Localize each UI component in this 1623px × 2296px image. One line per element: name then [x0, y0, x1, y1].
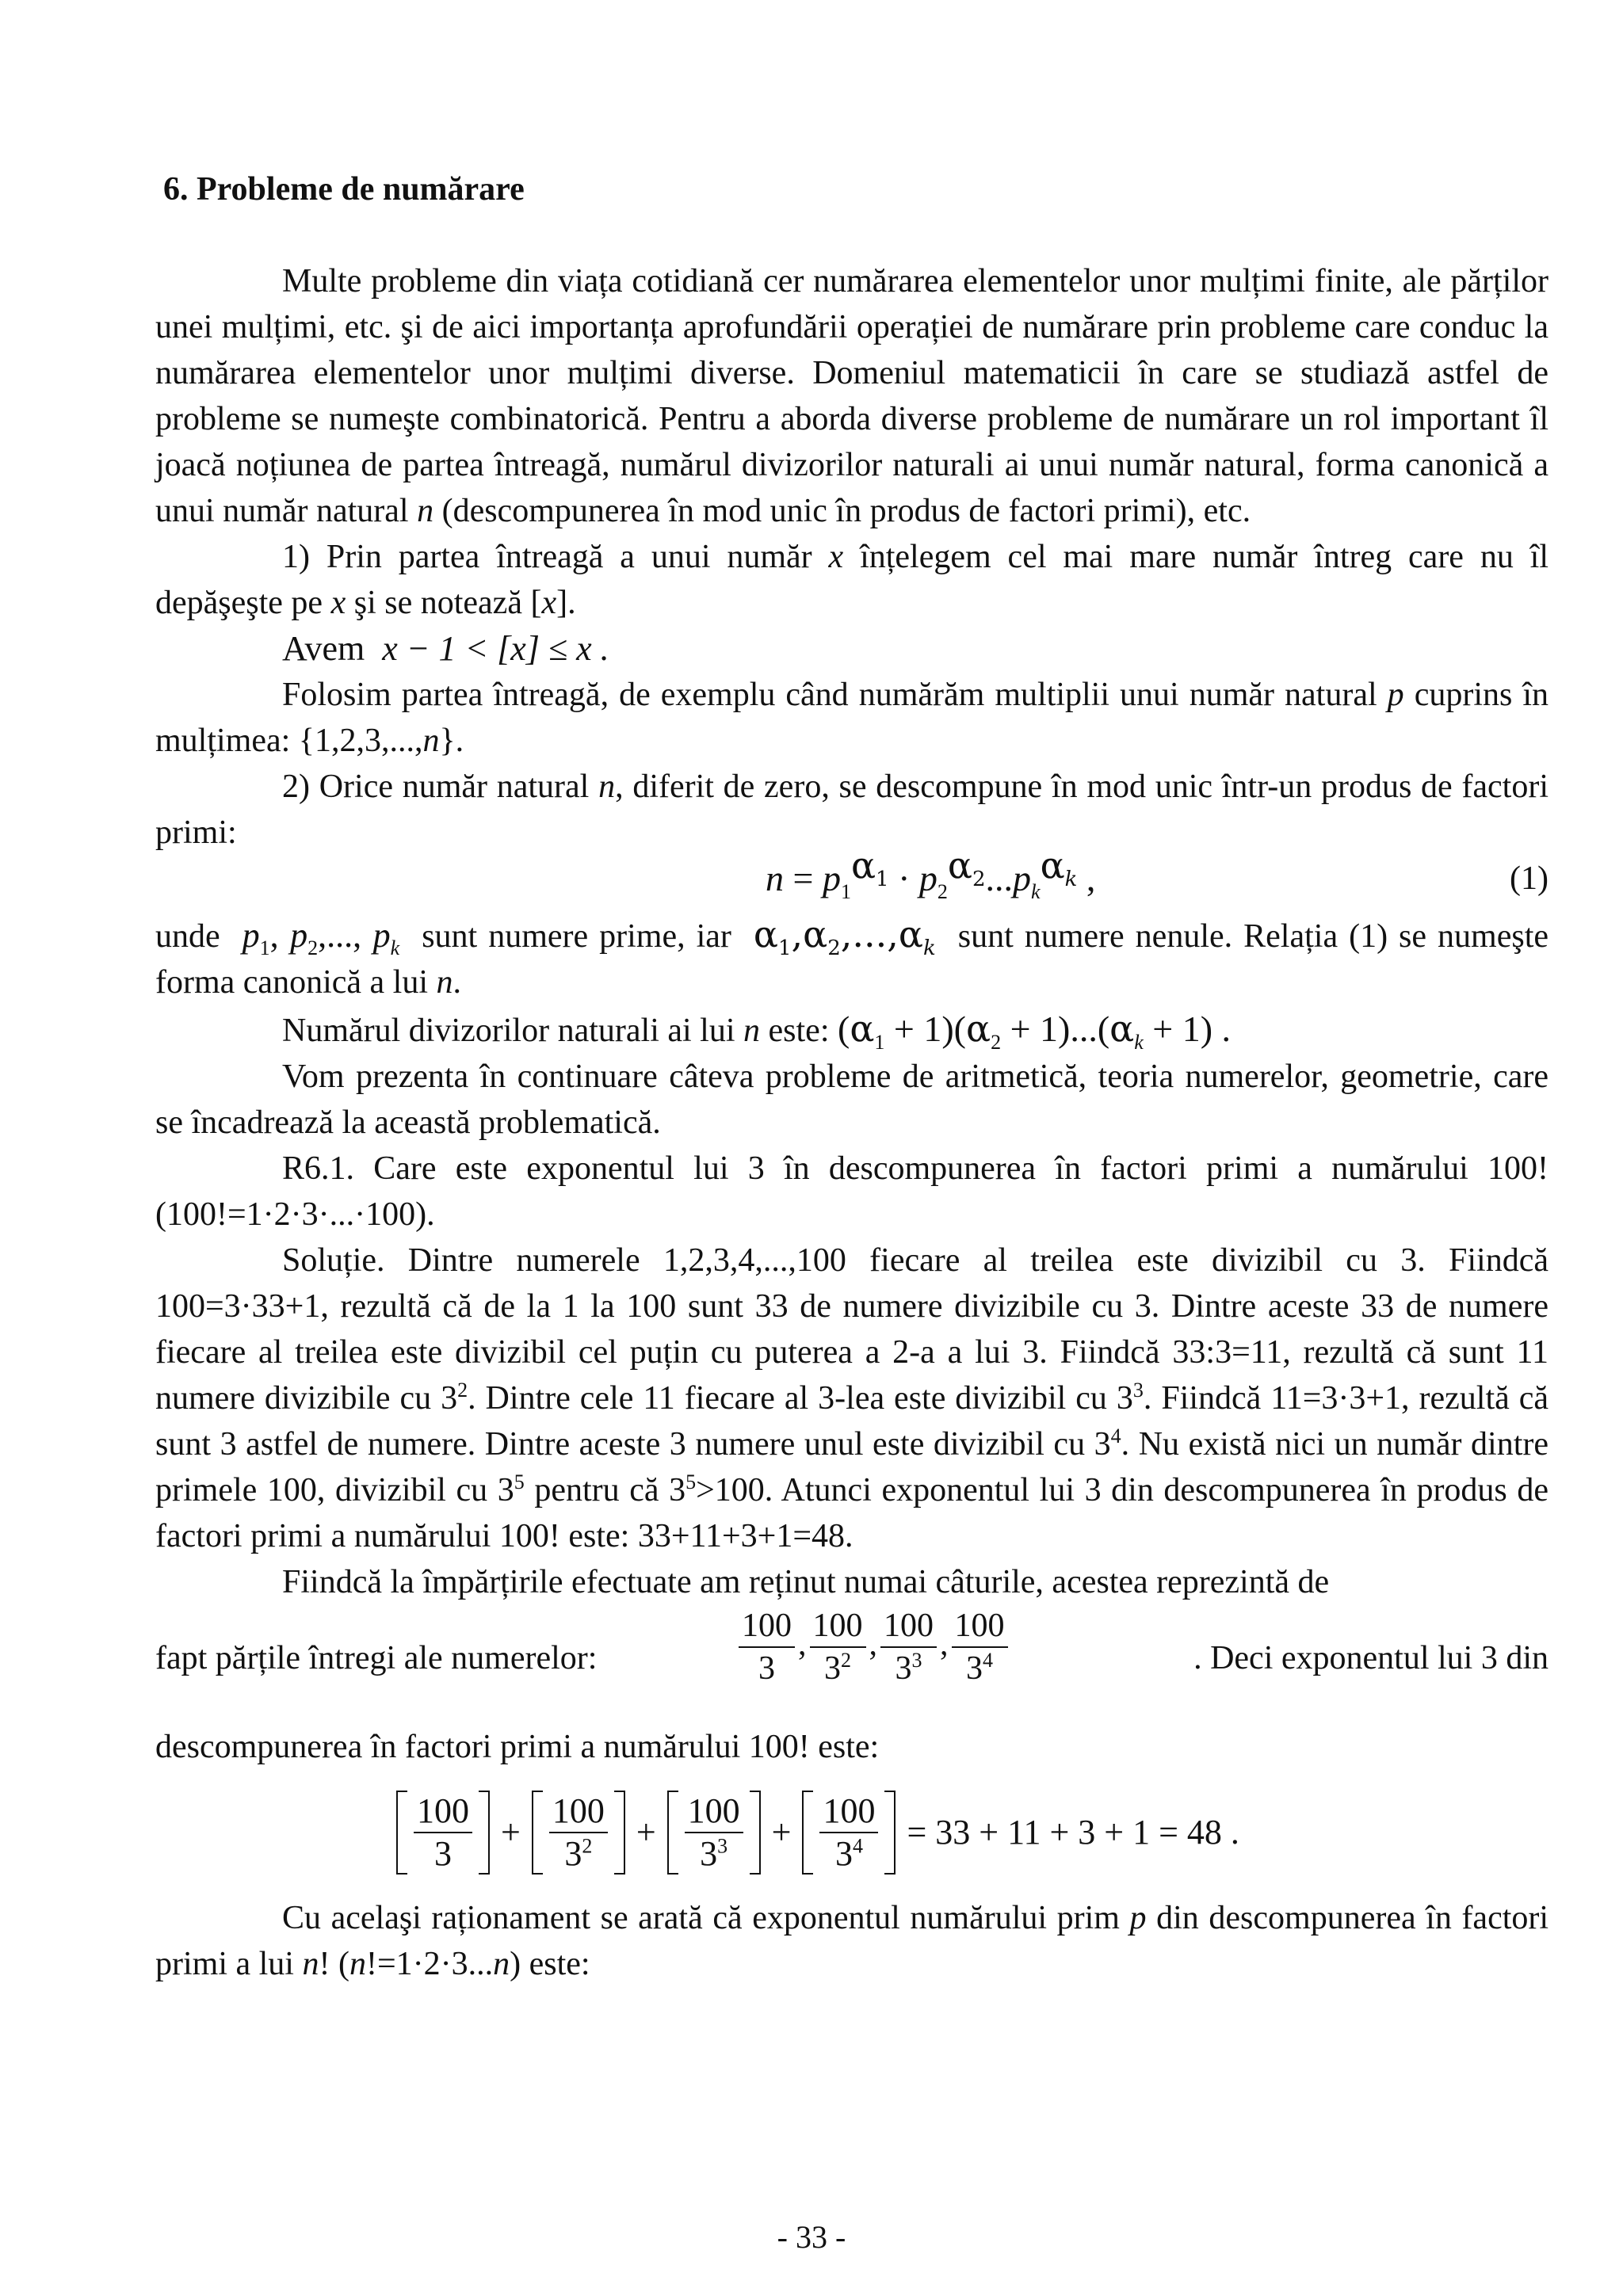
bracket-term: $\frac{100}{3^2}$ [532, 1791, 625, 1875]
text-span: ) este: [510, 1946, 590, 1982]
exponents-list: $\alpha_1,\alpha_2,...,\alpha_k$ [753, 913, 936, 961]
base: 3 [824, 1650, 841, 1687]
text-span: Soluție. Dintre numerele 1,2,3,4,...,100 fiecare al treilea este divizibil cu 3. Fiindcă 100=3·33+1, rezultă că de la 1 la 100 sunt 33 de numere divizibile cu 3. Dintre aceste 33 de numere fiecare al treilea este divizibil cel puțin cu puterea a 2-a a lui 3. Fiindcă 33:3=11, rezultă că sunt 11 numere divizibile cu 3 [155, 1242, 1549, 1417]
base: 3 [966, 1650, 983, 1687]
numerator: 100 [819, 1791, 878, 1833]
fractions-line [155, 1605, 1549, 1724]
bracket-term: $\frac{100}{3^3}$ [667, 1791, 761, 1875]
fraction [739, 1605, 795, 1689]
page-number: - 33 - [777, 2219, 846, 2255]
text-span: Cu acelaşi raționament se arată că exponentul numărului prim [282, 1900, 1120, 1936]
intro-text: Multe probleme din viața cotidiană cer numărarea elementelor unor mulțimi finite, ale părților unei mulțimi, etc. şi de aici importanța aprofundării operației de numărare prin probleme care conduc la numărarea elementelor unor mulțimi diverse. Domeniul matematicii în care se studiază astfel de probleme se numeşte combinatorică. Pentru a aborda diverse probleme de numărare un rol important îl joacă noțiunea de partea întreagă, numărul divizorilor naturali ai unui număr natural, forma canonică a unui număr natural [155, 263, 1549, 529]
text-span: ! ( [319, 1946, 349, 1982]
numerator: 100 [414, 1791, 472, 1833]
text-span: şi se notează [ [353, 585, 542, 621]
text-span: !=1·2·3... [365, 1946, 494, 1982]
base: 3 [700, 1834, 718, 1873]
denominator: $3^3$ [895, 1649, 922, 1687]
text-span: . Fiindcă 11=3·3+1, rezultă că sunt 3 astfel de numere. Dintre aceste 3 numere unul este divizibil cu 3 [155, 1380, 1549, 1463]
numerator: 100 [810, 1605, 866, 1648]
numerator: 100 [739, 1605, 795, 1648]
floor-sum-formula: $\frac{100}{3}$ + $\frac{100}{3^2}$ + $\frac{100}{3^3}$ + $\frac{100}{3^4}$ = 33 + 11 + 3 + 1 = 48 . [393, 1773, 1239, 1892]
problem-r61: R6.1. Care este exponentul lui 3 în descompunerea în factori primi a numărului 100! (100!=1·2·3·...·100). [155, 1150, 1549, 1233]
sum-result: = 33 + 11 + 3 + 1 = 48 . [907, 1813, 1239, 1852]
var-n: n [743, 1013, 761, 1049]
denominator: $3^4$ [966, 1649, 993, 1687]
text-span: este: [768, 1013, 830, 1049]
text-span: }. [439, 723, 464, 759]
var-x: x [541, 585, 557, 621]
base: 3 [895, 1650, 912, 1687]
divisors-paragraph [155, 1005, 1549, 1054]
inequality-formula: x − 1 < [x] ≤ x . [382, 629, 609, 668]
text-span: pentru că 3 [534, 1472, 686, 1508]
var-n: n [598, 769, 616, 805]
section-heading: 6. Probleme de numărare [163, 171, 525, 208]
text-span: Folosim partea întreagă, de exemplu când numărăm multiplii unui număr natural [282, 677, 1377, 713]
var-x: x [330, 585, 346, 621]
conclusion-paragraph [155, 1895, 1549, 1987]
equation-number: (1) [1510, 860, 1549, 897]
fraction [952, 1605, 1008, 1689]
inequality-line [155, 626, 1549, 672]
canonical-form-formula: $n = p_1^{\alpha_1} \cdot p_2^{\alpha_2}...p_k^{\alpha_k}$ , [766, 843, 1096, 904]
text-span: , diferit de zero, se descompune în mod unic într-un produs de factori primi: [155, 769, 1549, 851]
intro-paragraph [155, 258, 1549, 534]
canonical-form-paragraph [155, 764, 1549, 856]
var-n: n [436, 964, 453, 1001]
solution-paragraph: Soluție. Dintre numerele 1,2,3,4,...,100 fiecare al treilea este divizibil cu 3. Fiindcă 100=3·33+1, rezultă că de la 1 la 100 sunt 33 de numere divizibile cu 3. Dintre aceste 33 de numere fiecare al treilea este divizibil cel puțin cu puterea a 2-a a lui 3. Fiindcă 33:3=11, rezultă că sunt 11 numere divizibile cu $3^2$. Dintre cele 11 fiecare al 3-lea este divizibil cu $3^3$. Fiindcă 11=3·3+1, rezultă că sunt 3 astfel de numere. Dintre aceste 3 numere unul este divizibil cu $3^4$. Nu există nici un număr dintre primele 100, divizibil cu $3^5$ pentru că $3^5>100$. Atunci exponentul lui 3 din descompunerea în produs de factori primi a numărului 100! este: 33+11+3+1=48. [155, 1242, 1549, 1554]
bracket-term: $\frac{100}{3^4}$ [802, 1791, 896, 1875]
fapt-tail: . Deci exponentul lui 3 din [1193, 1640, 1549, 1676]
text-span: 2) Orice număr natural [282, 769, 590, 805]
text-span: . Nu există nici un număr dintre primele 100, divizibil cu 3 [155, 1426, 1549, 1508]
var-p: p [1387, 677, 1404, 713]
text-span: înțelegem cel mai mare număr întreg care nu îl depăşeşte pe [155, 539, 1549, 621]
text-span: cuprins în mulțimea: {1,2,3,..., [155, 677, 1549, 759]
text-span: din descompunerea în factori primi a lui [155, 1900, 1549, 1982]
page-body [155, 166, 1549, 1987]
floor-sum-equation [155, 1773, 1549, 1892]
denominator: 3 [758, 1650, 775, 1687]
bracket-term [396, 1791, 490, 1875]
text-span: ]. [556, 585, 576, 621]
numerator: 100 [685, 1791, 743, 1833]
var-p: p [1129, 1900, 1147, 1936]
text-span: . [453, 964, 461, 1001]
unde-paragraph [155, 911, 1549, 1005]
fraction [880, 1605, 937, 1689]
var-n: n [349, 1946, 366, 1982]
divisor-count-formula: $(\alpha_1 + 1)(\alpha_2 + 1)...(\alpha_k + 1)$ . [837, 1007, 1232, 1055]
var-n: n [302, 1946, 319, 1982]
equation-1 [155, 843, 1549, 911]
text-span: Numărul divizorilor naturali ai lui [282, 1013, 735, 1049]
text-span: sunt numere nenule. Relația (1) se numeşte forma canonică a lui [155, 918, 1549, 1001]
fapt-label: fapt părțile întregi ale numerelor: [155, 1640, 598, 1676]
var-n: n [417, 493, 434, 529]
primes-list: $p_1$, $p_2$,..., $p_k$ [242, 916, 400, 959]
fractions-list: $\frac{100}{3}$ , $\frac{100}{3^2}$ , $\frac{100}{3^3}$ , $\frac{100}{3^4}$ [735, 1605, 1011, 1689]
vom-paragraph: Vom prezenta în continuare câteva probleme de aritmetică, teoria numerelor, geometrie, care se încadrează la această problematică. [155, 1058, 1549, 1141]
var-n: n [422, 723, 440, 759]
text-span: unde [155, 918, 220, 955]
numerator: 100 [880, 1605, 937, 1648]
var-n: n [493, 1946, 510, 1982]
numerator: 100 [952, 1605, 1008, 1648]
integer-part-paragraph [155, 534, 1549, 626]
var-x: x [828, 539, 844, 575]
text-span: >100. Atunci exponentul lui 3 din descompunerea în produs de factori primi a numărului 100! este: 33+11+3+1=48. [155, 1472, 1549, 1554]
descomp-line: descompunerea în factori primi a numărului 100! este: [155, 1729, 880, 1765]
denominator: 3 [434, 1834, 452, 1873]
text-span: . Dintre cele 11 fiecare al 3-lea este divizibil cu 3 [468, 1380, 1133, 1417]
avem-label: Avem [282, 629, 365, 668]
numerator: 100 [549, 1791, 608, 1833]
fraction [810, 1605, 866, 1689]
text-span: sunt numere prime, iar [422, 918, 731, 955]
base: 3 [564, 1834, 582, 1873]
text-span: 1) Prin partea întreagă a unui număr [282, 539, 812, 575]
denominator: $3^2$ [824, 1649, 851, 1687]
fiindca-line: Fiindcă la împărțirile efectuate am reținut numai câturile, acestea reprezintă de [282, 1564, 1330, 1600]
base: 3 [834, 1834, 853, 1873]
folosim-paragraph [155, 672, 1549, 764]
intro-end: (descompunerea în mod unic în produs de factori primi), etc. [441, 493, 1251, 529]
